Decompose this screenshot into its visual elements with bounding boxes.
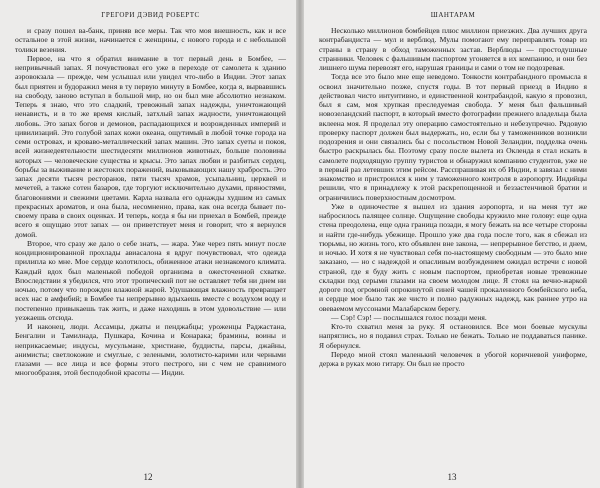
paragraph: — Сэр! Сэр! — послышался голос позади меня.	[331, 312, 487, 322]
left-page-body	[15, 26, 286, 378]
paragraph: Несколько миллионов бомбейцев плюс миллион приезжих. Два лучших друга контрабандиста — мул и верблюд. Мулы помогают ему переправлять товар из страны в страну в обход таможенных застав. Верблюды — простодушные странники. Человек с фальшивым паспортом угоняется в их компанию, и они без лишнего шума перевозят его, нарушая границы и сами о том не подозревая.	[319, 26, 587, 72]
paragraph: Тогда все это было мне еще неведомо. Тонкости контрабандного промысла я освоил значительно позже, спустя годы. В тот первый приезд в Индию я действовал чисто интуитивно, и единственной контрабандой, какую я провозил, был я сам, моя хрупкая преследуемая свобода. У меня был фальшивый новозеландский паспорт, в который вместо фотографии прежнего владельца была вклеена моя. Я проделал эту операцию самостоятельно и небезупречно. Рядовую проверку паспорт должен был выдержать, но, если бы у таможенников возникли подозрения и они связались бы с посольством Новой Зеландии, подделка очень быстро раскрылась бы. Поэтому сразу после вылета из Окленда я стал искать в самолете подходящую группу туристов и обнаружил компанию студентов, уже не в первый раз летевших этим рейсом. Расспрашивая их об Индии, я завязал с ними знакомство и пристроился к ним у таможенного контроля в аэропорту. Индийцы решили, что я принадлежу к этой раскрепощенной и беззастенчивой братии и ограничились поверхностным досмотром.	[319, 72, 587, 202]
running-head-author: ГРЕГОРИ ДЭВИД РОБЕРТС	[101, 11, 200, 19]
paragraph: и сразу пошел ва-банк, приняв все меры. Так что моя внешность, как и все остальное в этой жизни, начинается с женщины, с нового города и с небольшой толики везения.	[15, 26, 286, 54]
paragraph: Передо мной стоял маленький человечек в убогой коричневой униформе, держа в руках мою гитару. Он был не просто	[319, 349, 587, 368]
paragraph: Второе, что сразу же дало о себе знать, — жара. Уже через пять минут после кондиционированной прохлады авиасалона я вдруг почувствовал, что одежда прилипла ко мне. Мое сердце колотилось, обиженное атаки незнакомого климата. Каждый вдох был маленькой победой организма в ожесточенной схватке. Впоследствии я убедился, что этот тропический пот не оставляет тебя ни днем ни ночью, потому что порожден влажной жарой. Удушающая влажность превращает всех нас в амфибий; в Бомбее ты непрерывно вдыхаешь вместе с воздухом воду и постепенно привыкаешь так жить, и даже находишь в этом удовольствие — или уезжаешь отсюда.	[15, 238, 286, 322]
paragraph: Кто-то схватил меня за руку. Я остановился. Все мои боевые мускулы напряглись, но я подавил страх. Только не бежать. Только не поддаваться панике. Я обернулся.	[319, 322, 587, 350]
book-gutter	[296, 0, 304, 488]
page-number-right: 13	[447, 472, 457, 482]
paragraph: И наконец, люди. Ассамцы, джаты и пенджабцы; уроженцы Раджастана, Бенгалии и Тамилнада, Пушкара, Кочина и Конарака; брамины, воины и неприкасаемые; индусы, мусульмане, христиане, буддисты, парсы, джайны, анимисты; светлокожие и смуглые, с зелеными, золотисто-карими или черными глазами — все лица и все формы этого пестрого, ни с чем не сравнимого многообразия, этой бесподобной красоты — Индии.	[15, 322, 286, 378]
left-page	[0, 0, 296, 488]
page-number-left: 12	[143, 472, 153, 482]
paragraph: Уже в одиночестве я вышел из здания аэропорта, и на меня тут же набросилось палящее солнце. Ощущение свободы кружило мне голову: еще одна стена преодолена, еще одна граница позади, я могу бежать на все четыре стороны и найти где-нибудь убежище. Прошло уже два года после того, как я сбежал из тюрьмы, но жизнь того, кто объявлен вне закона, — непрерывное бегство, и днем, и ночью. И хотя я не чувствовал себя по-настоящему свободным — это было мне заказано, — но с надеждой и опасливым возбуждением ожидал встречи с новой страной, где я буду жить с новым паспортом, приобретая новые тревожные складки под серыми глазами на своем молодом лице. Я стоял на вечно-жаркой дороге под огромной опрокинутой синей чашей прокаленного бомбейского неба, и сердце мое было так же чисто и полно радужных надежд, как раннее утро на овеваемом муссонами Малабарском берегу.	[319, 201, 587, 313]
right-page	[304, 0, 600, 488]
right-page-body	[319, 26, 587, 368]
paragraph: Первое, на что я обратил внимание в тот первый день в Бомбее, — непривычный запах. Я почувствовал его уже в переходе от самолета к зданию аэровокзала — прежде, чем услышал или увидел что-либо в Индии. Этот запах был приятен и будоражил меня в ту первую минуту в Бомбее, когда я, вырвавшись на свободу, заново вступал в большой мир, но он был мне абсолютно незнаком. Теперь я знаю, что это сладкий, тревожный запах надежды, уничтожающей ненависть, и в то же время кислый, затхлый запах жадности, уничтожающей любовь. Это запах богов и демонов, распадающихся и возрожденных империй и цивилизаций. Это голубой запах кожи океана, ощутимый в любой точке города на семи островах, и кроваво-металлический запах машин. Это запах суеты и покоя, всей жизнедеятельности шестидесяти миллионов животных, больше половины которых — человеческие существа и крысы. Это запах любви и разбитых сердец, борьбы за выживание и жестоких поражений, выковывающих нашу храбрость. Это запах десяти тысяч ресторанов, пяти тысяч храмов, усыпальниц, церквей и мечетей, а также сотен базаров, где торгуют исключительно духами, пряностями, благовониями и свежими цветами. Карла назвала его однажды худшим из самых прекрасных ароматов, и она была, несомненно, права, как она всегда бывает по-своему права в своих оценках. И теперь, когда я бы ни приехал в Бомбей, прежде всего я ощущаю этот запах — он приветствует меня и говорит, что я вернулся домой.	[15, 53, 286, 239]
running-head-title: ШАНТАРАМ	[430, 11, 476, 19]
